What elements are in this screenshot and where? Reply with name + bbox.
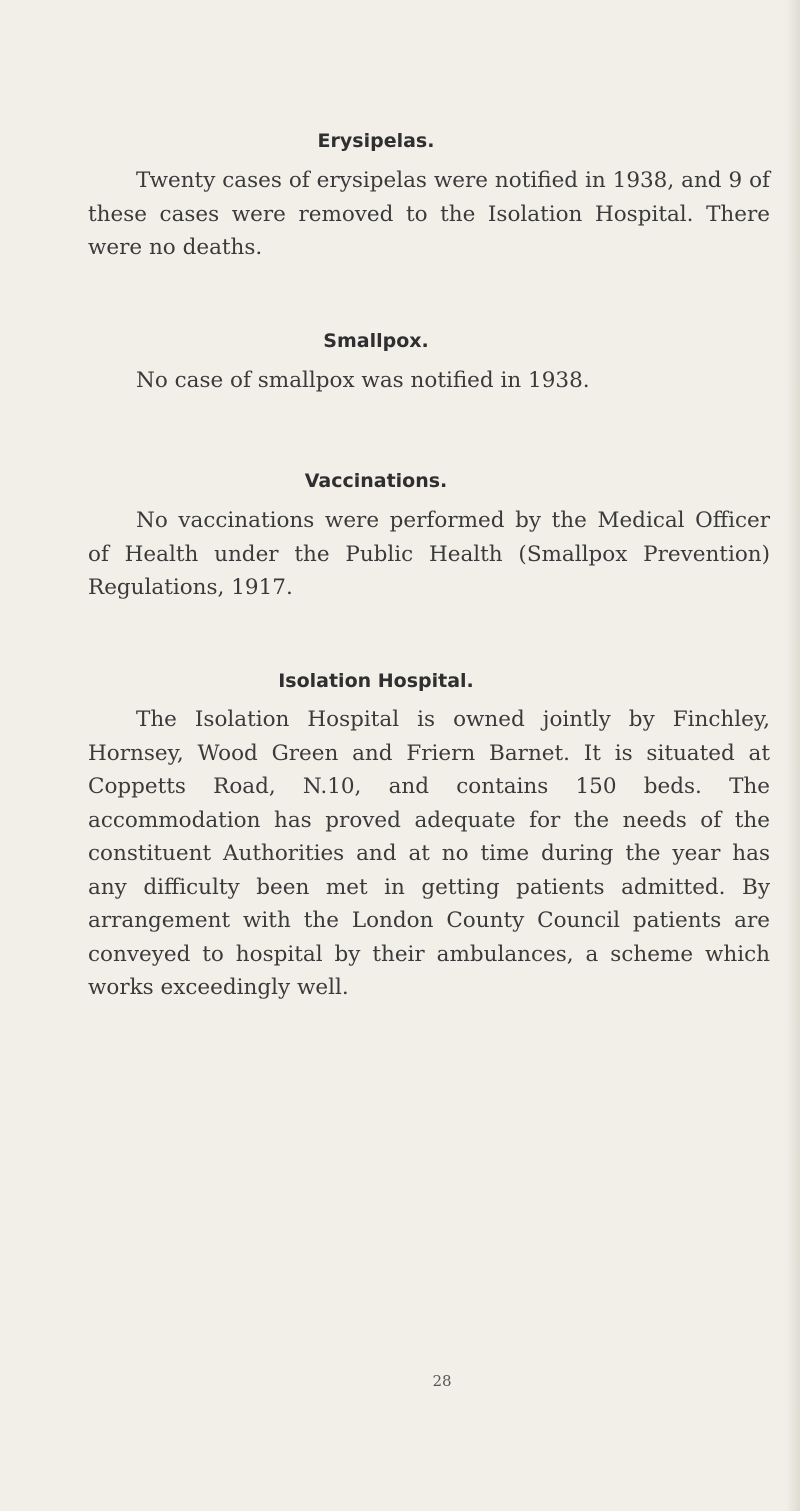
page-number: 28 <box>432 1372 452 1390</box>
heading-vaccinations: Vaccinations. <box>304 470 448 492</box>
paragraph-smallpox: No case of smallpox was notified in 1938. <box>136 368 590 393</box>
heading-smallpox: Smallpox. <box>323 330 429 352</box>
paragraph-vaccinations: No vaccinations were performed by the Medical Officer of Health under the Public Health (Smallpox Prevention) Regulations, 1917. <box>88 508 770 600</box>
paragraph-erysipelas: Twenty cases of erysipelas were notified in 1938, and 9 of these cases were removed to the Isolation Hospital. There were no deaths. <box>88 168 770 260</box>
heading-isolation-hospital: Isolation Hospital. <box>278 670 474 692</box>
heading-erysipelas: Erysipelas. <box>317 130 435 152</box>
page-edge-shadow <box>786 0 800 1511</box>
paragraph-isolation-hospital: The Isolation Hospital is owned jointly by Finchley, Hornsey, Wood Green and Friern Barnet. It is situated at Coppetts Road, N.10, and contains 150 beds. The accommodation has proved adequate for the needs of the constituent Authorities and at no time during the year has any difficulty been met in getting patients admitted. By arrangement with the London County Council patients are conveyed to hospital by their ambulances, a scheme which works exceedingly well. <box>88 707 770 1000</box>
